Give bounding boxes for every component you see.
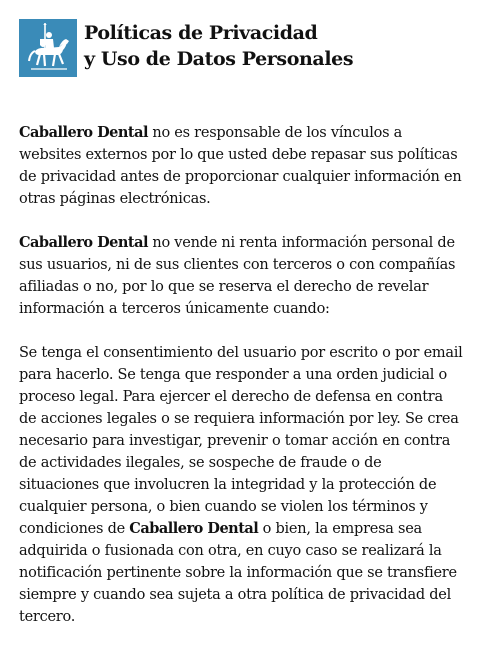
knight-on-horse-icon — [25, 23, 71, 73]
title-line-1: Políticas de Privacidad — [84, 22, 318, 44]
paragraph-2-text: no vende ni renta información personal de sus usuarios, ni de sus clientes con terceros o con compañías afiliadas o no, por lo que se reserva el derecho de revelar información a terceros únicamente cuando: — [19, 235, 456, 317]
paragraph-3-text-after: o bien, la empresa sea adquirida o fusionada con otra, en cuyo caso se realizará la notificación pertinente sobre la información que se transfiere siempre y cuando sea sujeta a otra política de privacidad del tercero. — [19, 521, 457, 625]
logo — [19, 19, 77, 77]
paragraph-1-text: no es responsable de los vínculos a websites externos por lo que usted debe repasar sus políticas de privacidad antes de proporcionar cualquier información en otras páginas electrónicas. — [19, 125, 462, 207]
paragraph-disclosure-conditions — [19, 342, 464, 628]
policy-content — [19, 122, 464, 650]
page-header — [19, 19, 353, 77]
paragraph-3-text-before: Se tenga el consentimiento del usuario por escrito o por email para hacerlo. Se tenga que responder a una orden judicial o proceso legal. Para ejercer el derecho de defensa en contra de acciones legales o se requiera información por ley. Se crea necesario para investigar, prevenir o tomar acción en contra de actividades ilegales, se sospeche de fraude o de situaciones que involucren la integridad y la protección de cualquier persona, o bien cuando se violen los términos y condiciones de — [19, 345, 463, 537]
title-line-2: y Uso de Datos Personales — [84, 48, 354, 70]
paragraph-external-links — [19, 122, 464, 210]
paragraph-no-sale — [19, 232, 464, 320]
brand-name: Caballero Dental — [19, 234, 149, 251]
page-title — [84, 20, 353, 72]
brand-name: Caballero Dental — [19, 124, 149, 141]
brand-name: Caballero Dental — [129, 520, 259, 537]
